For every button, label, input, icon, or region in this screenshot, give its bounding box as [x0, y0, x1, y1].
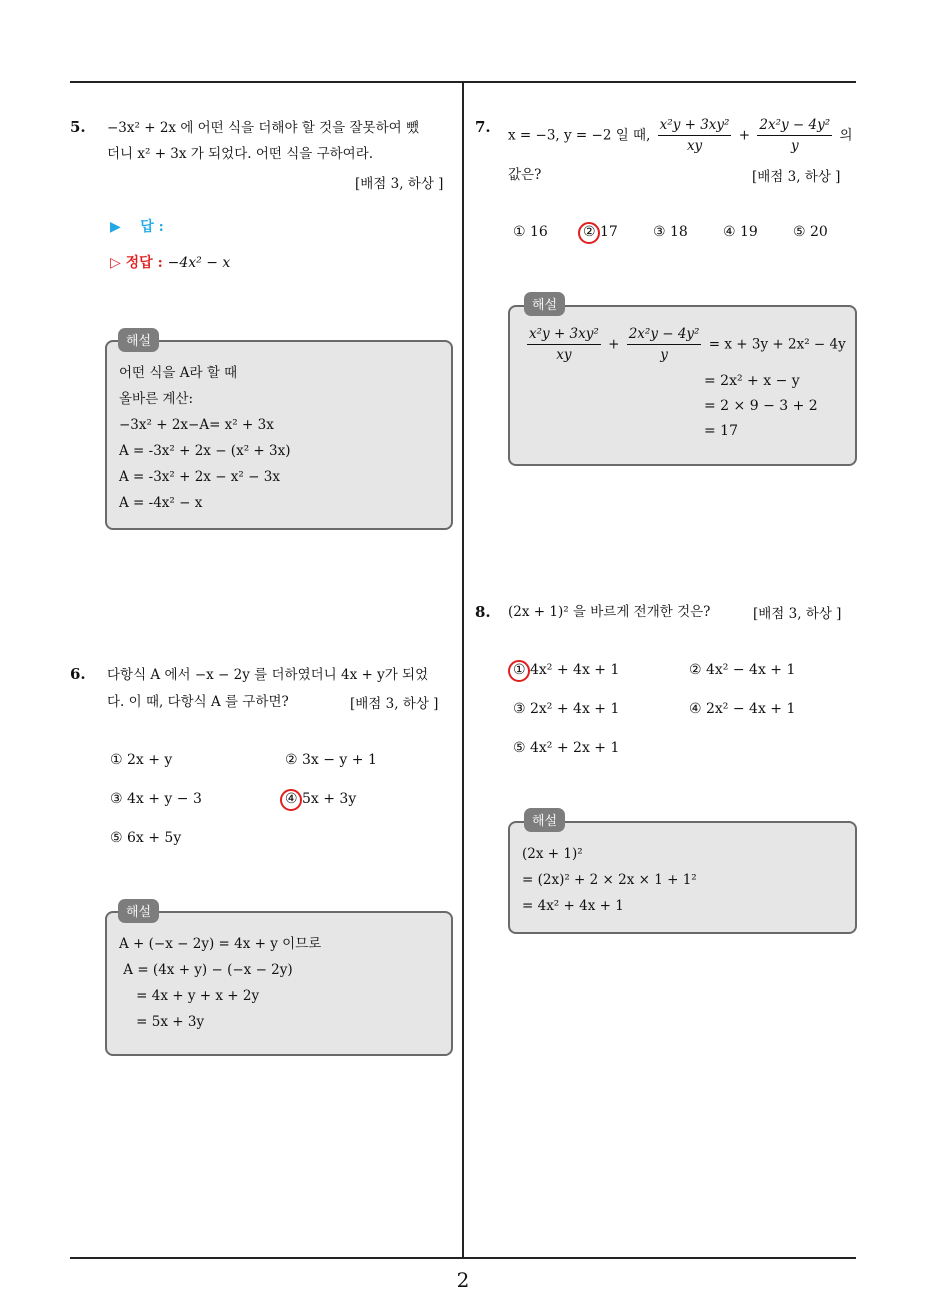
question-8-meta: [배점 3, 하상 ] — [753, 606, 842, 622]
fraction-2-denominator: y — [790, 138, 799, 154]
sol-rhs-1: = x + 3y + 2x² − 4y — [708, 336, 846, 353]
solution-line: = 17 — [704, 423, 738, 439]
question-5-text-line2: 더니 x² + 3x 가 되었다. 어떤 식을 구하여라. — [107, 146, 374, 162]
choice-1[interactable]: ① 2x + y — [110, 752, 173, 768]
solution-line: A + (−x − 2y) = 4x + y 이므로 — [119, 936, 322, 952]
solution-line: = 2 × 9 − 3 + 2 — [704, 398, 818, 414]
solution-tab-q5: 해설 — [118, 328, 159, 352]
solution-line: = 4x + y + x + 2y — [119, 988, 260, 1004]
question-7-tail: 의 — [839, 127, 853, 144]
solution-line: −3x² + 2x−A= x² + 3x — [119, 417, 274, 433]
question-6-text-line1: 다항식 A 에서 −x − 2y 를 더하였더니 4x + y가 되었 — [107, 667, 429, 683]
choice-3[interactable]: ③ 4x + y − 3 — [110, 791, 202, 807]
answer-label: 답 : — [140, 219, 164, 235]
choice-1[interactable]: ① 16 — [513, 224, 548, 240]
solution-box-q7 — [508, 305, 857, 466]
solution-tab-q8: 해설 — [524, 808, 565, 832]
solution-tab-q7: 해설 — [524, 292, 565, 316]
correct-label: 정답 : — [125, 255, 163, 271]
fraction-2-numerator: 2x²y − 4y² — [757, 116, 832, 136]
solution-box-q8 — [508, 821, 857, 934]
bottom-rule — [70, 1257, 856, 1259]
question-6-meta: [배점 3, 하상 ] — [350, 696, 439, 712]
solution-lines-q8 — [522, 841, 697, 919]
choice-5[interactable]: ⑤ 20 — [793, 224, 828, 240]
question-5-meta: [배점 3, 하상 ] — [355, 176, 444, 192]
question-8-number: 8. — [475, 603, 491, 621]
page-number: 2 — [456, 1268, 470, 1292]
solution-line: = (2x)² + 2 × 2x × 1 + 1² — [522, 872, 697, 888]
solution-line: 올바른 계산: — [119, 391, 194, 407]
selected-circle-mark — [280, 789, 302, 811]
sol-fraction-2-denominator: y — [660, 347, 668, 363]
choice-4[interactable]: ④ 5x + 3y — [285, 791, 357, 807]
solution-line: A = (4x + y) − (−x − 2y) — [119, 962, 293, 978]
solution-line: A = -3x² + 2x − (x² + 3x) — [119, 443, 291, 459]
play-icon: ▶ — [110, 219, 121, 235]
solution-line: (2x + 1)² — [522, 846, 583, 862]
question-7-meta: [배점 3, 하상 ] — [752, 169, 841, 185]
choice-5[interactable]: ⑤ 4x² + 2x + 1 — [513, 740, 620, 756]
choice-1[interactable]: ① 4x² + 4x + 1 — [513, 662, 620, 678]
correct-answer-row — [110, 252, 230, 272]
sol-fraction-1 — [527, 325, 601, 364]
question-6-number: 6. — [70, 665, 86, 683]
solution-line: A = -4x² − x — [119, 495, 203, 511]
solution-line: = 2x² + x − y — [704, 373, 800, 389]
choice-4[interactable]: ④ 19 — [723, 224, 758, 240]
solution-line: A = -3x² + 2x − x² − 3x — [119, 469, 280, 485]
question-7-text-line1 — [508, 116, 852, 155]
column-divider — [462, 82, 464, 1258]
question-5-number: 5. — [70, 118, 86, 136]
question-7-condition: x = −3, y = −2 일 때, — [508, 127, 651, 144]
selected-circle-mark — [578, 222, 600, 244]
question-8-text-line1: (2x + 1)² 을 바르게 전개한 것은? — [508, 604, 711, 620]
fraction-1-denominator: xy — [686, 138, 703, 154]
sol-fraction-2 — [627, 325, 702, 364]
sol-fraction-1-numerator: x²y + 3xy² — [527, 325, 601, 345]
sol-fraction-1-denominator: xy — [556, 347, 572, 363]
question-5-text-line1: −3x² + 2x 에 어떤 식을 더해야 할 것을 잘못하여 뺐 — [107, 120, 420, 136]
question-7-number: 7. — [475, 118, 491, 136]
choice-4[interactable]: ④ 2x² − 4x + 1 — [689, 701, 796, 717]
choice-3[interactable]: ③ 18 — [653, 224, 688, 240]
question-6-text-line2: 다. 이 때, 다항식 A 를 구하면? — [107, 694, 289, 710]
solution-box-q5 — [105, 340, 453, 530]
solution-lines-q6 — [119, 931, 321, 1035]
outline-play-icon: ▷ — [110, 255, 121, 271]
selected-circle-mark — [508, 660, 530, 682]
question-7-text-line2: 값은? — [508, 167, 542, 183]
fraction-1 — [658, 116, 732, 155]
solution-lines-q5 — [119, 360, 290, 516]
plus-sign: + — [738, 127, 751, 144]
solution-tab-q6: 해설 — [118, 899, 159, 923]
solution-first-line: $\frac{\text{x²y + 3xy²}}{xy}$ + $\frac{\text{2x²y − 4y²}}{y}$ = x + 3y + 2x² − 4y — [529, 326, 846, 363]
choice-2[interactable]: ② 17 — [583, 224, 618, 240]
choice-2[interactable]: ② 4x² − 4x + 1 — [689, 662, 796, 678]
solution-rest — [704, 369, 818, 444]
fraction-2 — [757, 116, 832, 155]
solution-line: = 4x² + 4x + 1 — [522, 898, 624, 914]
answer-row — [110, 216, 164, 236]
choice-3[interactable]: ③ 2x² + 4x + 1 — [513, 701, 620, 717]
solution-box-q6 — [105, 911, 453, 1056]
solution-line: = 5x + 3y — [119, 1014, 205, 1030]
choice-5[interactable]: ⑤ 6x + 5y — [110, 830, 182, 846]
correct-value: −4x² − x — [167, 255, 231, 271]
choice-2[interactable]: ② 3x − y + 1 — [285, 752, 377, 768]
solution-line: 어떤 식을 A라 할 때 — [119, 365, 238, 381]
sol-fraction-2-numerator: 2x²y − 4y² — [627, 325, 702, 345]
fraction-1-numerator: x²y + 3xy² — [658, 116, 732, 136]
